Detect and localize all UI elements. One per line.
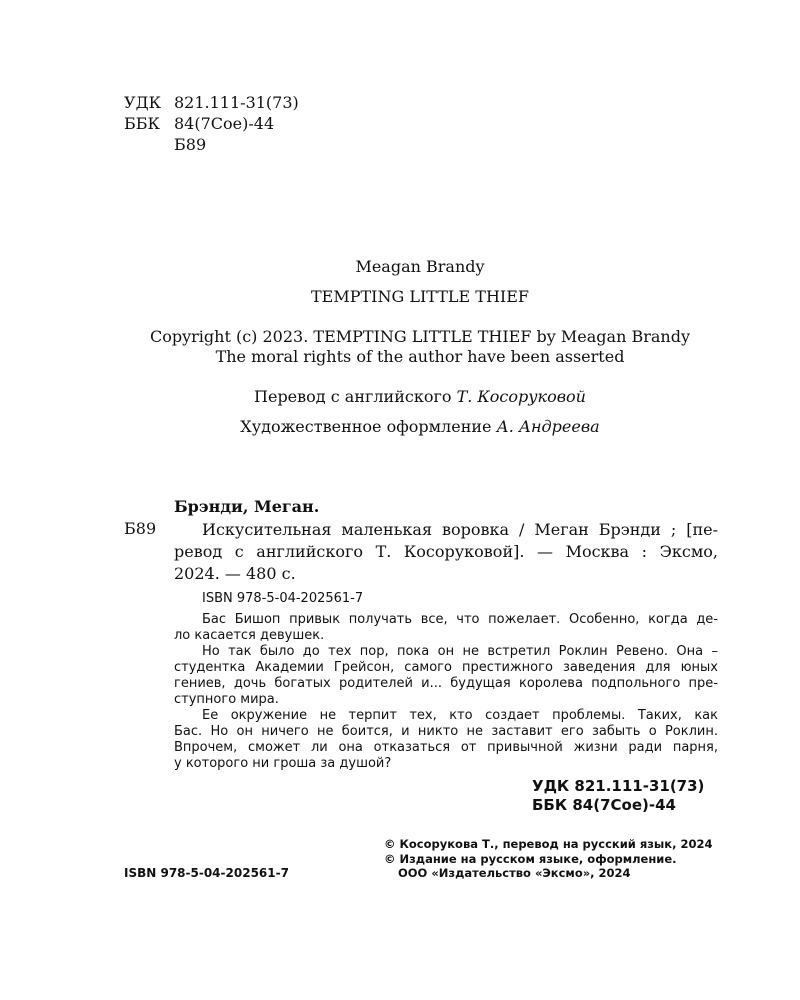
annotation-line: студентка Академии Грейсон, самого престижного заведения для юных — [174, 660, 718, 675]
bibliographic-description — [174, 519, 718, 585]
bib-line: Искусительная маленькая воровка / Меган Брэнди ; [пе- — [202, 520, 718, 539]
translation-prefix: Перевод с английского — [254, 387, 452, 406]
bib-line: ревод с английского Т. Косоруковой]. — Москва : Эксмо, — [174, 542, 718, 561]
footer-isbn: ISBN 978-5-04-202561-7 — [124, 866, 289, 880]
annotation-line: у которого ни гроша за душой? — [174, 756, 392, 771]
annotation-line: ступного мира. — [174, 692, 279, 707]
copyright-edition: © Издание на русском языке, оформление. — [384, 851, 677, 866]
catalog-classification — [532, 777, 704, 815]
annotation-line: Ее окружение не терпит тех, кто создает проблемы. Таких, как — [202, 708, 718, 723]
classification-block — [124, 92, 299, 155]
annotation-line: Бас Бишоп привык получать все, что пожелает. Особенно, когда де- — [202, 612, 718, 627]
annotation-line: Впрочем, сможет ли она отказаться от привычной жизни ради парня, — [174, 740, 718, 755]
publisher-line: ООО «Издательство «Эксмо», 2024 — [398, 866, 631, 880]
translator-name: Т. Косоруковой — [456, 387, 586, 406]
translation-credit — [0, 387, 800, 406]
udk-label: УДК — [124, 93, 161, 112]
catalog-isbn: ISBN 978-5-04-202561-7 — [202, 591, 364, 606]
catalog-udk: УДК 821.111-31(73) — [532, 777, 705, 795]
catalog-code: Б89 — [124, 519, 157, 538]
bbk-value: 84(7Сое)-44 — [174, 114, 275, 133]
annotation-line: гениев, дочь богатых родителей и... будущая королева подпольного пре- — [174, 676, 718, 691]
rights-line: The moral rights of the author have been asserted — [215, 347, 625, 366]
bib-line: 2024. — 480 с. — [174, 564, 296, 583]
design-credit — [0, 417, 800, 436]
bbk-line — [124, 113, 299, 134]
author-mark: Б89 — [174, 135, 207, 154]
copyright-notices — [384, 837, 712, 881]
original-author: Meagan Brandy — [355, 257, 485, 276]
annotation-line: Но так было до тех пор, пока он не встретил Роклин Ревено. Она – — [202, 644, 718, 659]
original-title: TEMPTING LITTLE THIEF — [310, 287, 530, 306]
annotation-line: ло касается девушек. — [174, 628, 325, 643]
bbk-label: ББК — [124, 114, 160, 133]
design-prefix: Художественное оформление — [240, 417, 492, 436]
copyright-translation: © Косорукова Т., перевод на русский язык, 2024 — [384, 837, 713, 851]
designer-name: А. Андреева — [496, 417, 600, 436]
copyright-line: Copyright (c) 2023. TEMPTING LITTLE THIEF by Meagan Brandy — [149, 327, 690, 346]
udk-line — [124, 92, 299, 113]
annotation-line: Бас. Но он ничего не боится, и никто не заставит его забыть о Роклин. — [174, 724, 718, 739]
catalog-heading: Брэнди, Меган. — [174, 497, 320, 516]
udk-value: 821.111-31(73) — [174, 93, 299, 112]
catalog-bbk: ББК 84(7Сое)-44 — [532, 796, 676, 814]
annotation — [174, 612, 718, 772]
author-mark-line — [124, 134, 299, 155]
